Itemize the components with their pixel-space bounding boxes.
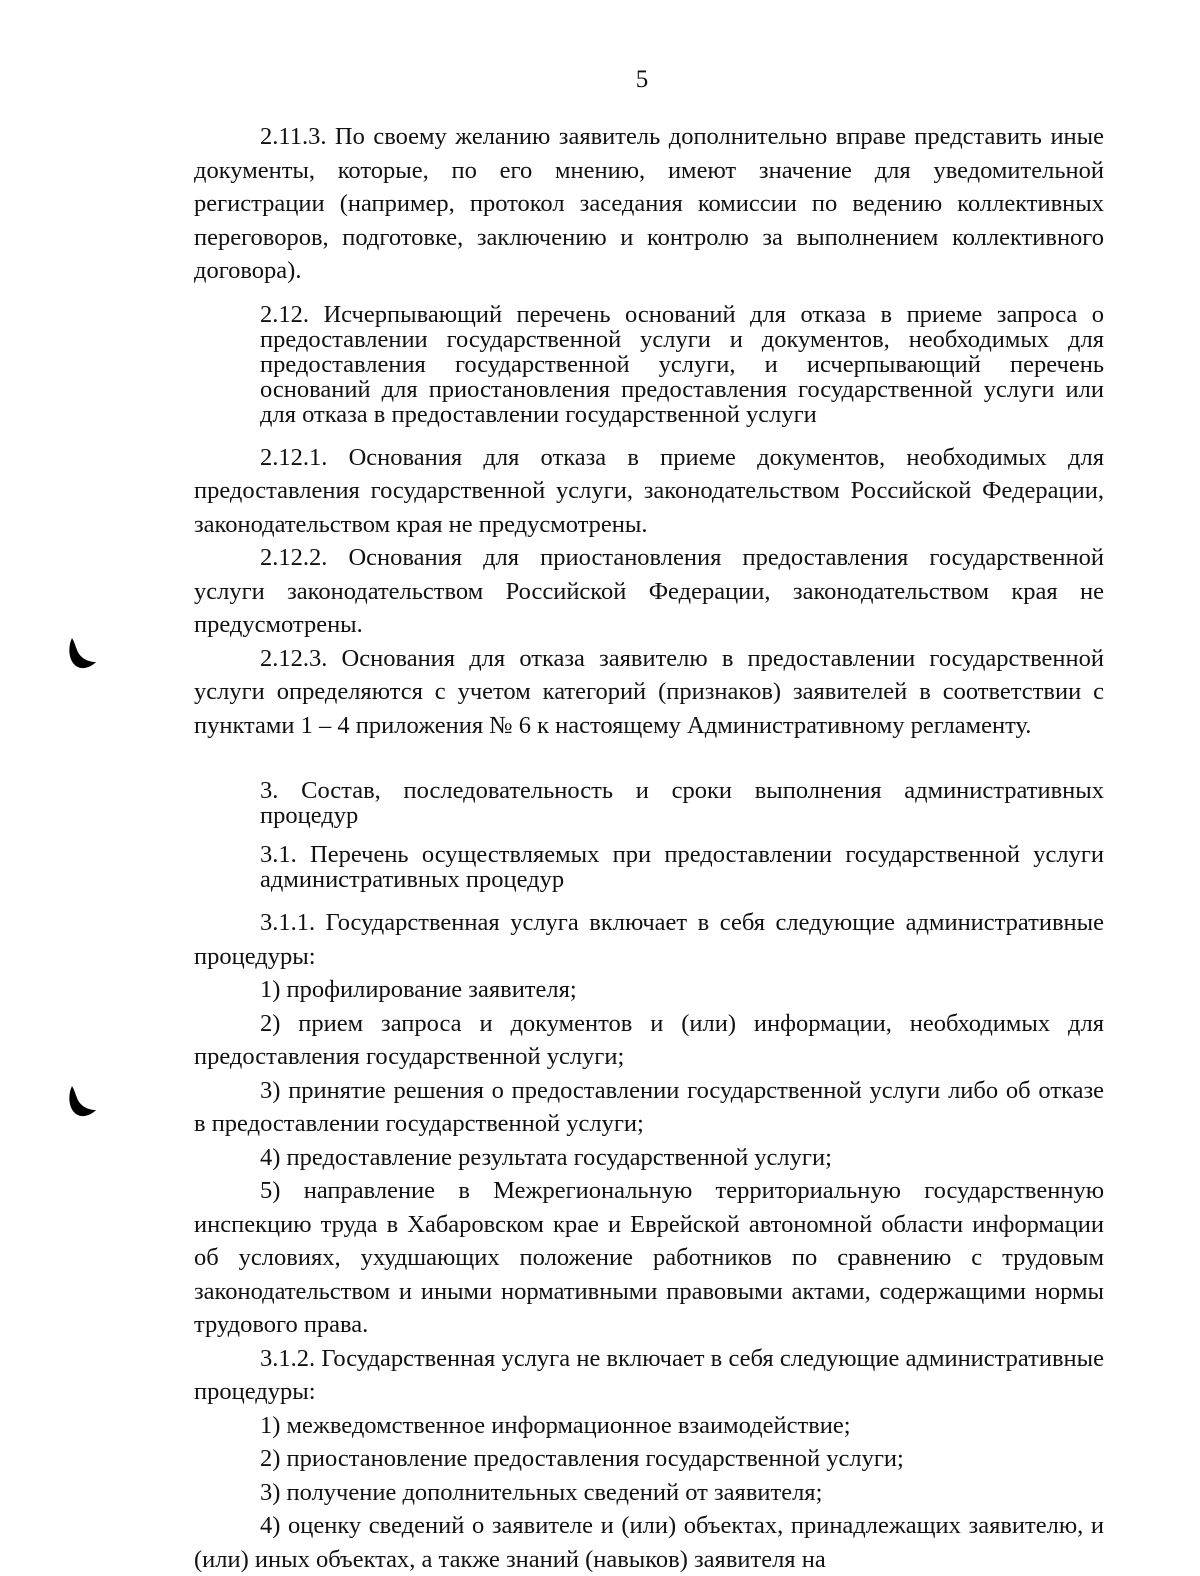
document-body <box>194 120 1104 1576</box>
list-item: 1) межведомственное информационное взаимодействие; <box>260 1411 851 1439</box>
heading-2-12: 2.12. Исчерпывающий перечень оснований для отказа в приеме запроса о предоставлении государственной услуги и документов, необходимых для предоставления государственной услуги, и исчерпывающий перечень оснований для приостановления предоставления государственной услуги или для отказа в предоставлении государственной услуги <box>260 300 1104 428</box>
list-item: 3) принятие решения о предоставлении государственной услуги либо об отказе в предоставлении государственной услуги; <box>194 1076 1104 1137</box>
heading-3: 3. Состав, последовательность и сроки выполнения административных процедур <box>260 777 1104 829</box>
list-item: 4) предоставление результата государственной услуги; <box>260 1143 832 1171</box>
list-item: 2) приостановление предоставления государственной услуги; <box>260 1445 904 1472</box>
paragraph-3-1-1: 3.1.1. Государственная услуга включает в себя следующие административные процедуры: <box>194 909 1104 970</box>
binder-hole-mark <box>66 636 96 670</box>
page-number: 5 <box>635 66 649 93</box>
heading-3-1: 3.1. Перечень осуществляемых при предоставлении государственной услуги административных процедур <box>260 841 1104 893</box>
list-item: 4) оценку сведений о заявителе и (или) объектах, принадлежащих заявителю, и (или) иных объектах, а также знаний (навыков) заявителя на <box>194 1512 1104 1573</box>
list-item: 3) получение дополнительных сведений от заявителя; <box>260 1478 823 1506</box>
paragraph-2-11-3: 2.11.3. По своему желанию заявитель дополнительно вправе представить иные документы, которые, по его мнению, имеют значение для уведомительной регистрации (например, протокол заседания комиссии по ведению коллективных переговоров, подготовке, заключению и контролю за выполнением коллективного договора). <box>194 123 1104 284</box>
paragraph-2-12-3: 2.12.3. Основания для отказа заявителю в предоставлении государственной услуги определяются с учетом категорий (признаков) заявителей в соответствии с пунктами 1 – 4 приложения № 6 к настоящему Административному регламенту. <box>194 644 1104 739</box>
binder-hole-mark <box>66 1084 96 1118</box>
list-item: 1) профилирование заявителя; <box>260 976 577 1003</box>
paragraph-3-1-2: 3.1.2. Государственная услуга не включает в себя следующие административные процедуры: <box>194 1344 1104 1405</box>
list-item: 2) прием запроса и документов и (или) информации, необходимых для предоставления государственной услуги; <box>194 1009 1104 1070</box>
list-item: 5) направление в Межрегиональную территориальную государственную инспекцию труда в Хабаровском крае и Еврейской автономной области информации об условиях, ухудшающих положение работников по сравнению с трудовым законодательством и иными нормативными правовыми актами, содержащими нормы трудового права. <box>194 1177 1104 1338</box>
paragraph-2-12-2: 2.12.2. Основания для приостановления предоставления государственной услуги законодательством Российской Федерации, законодательством края не предусмотрены. <box>194 544 1104 638</box>
paragraph-2-12-1: 2.12.1. Основания для отказа в приеме документов, необходимых для предоставления государственной услуги, законодательством Российской Федерации, законодательством края не предусмотрены. <box>194 443 1104 538</box>
